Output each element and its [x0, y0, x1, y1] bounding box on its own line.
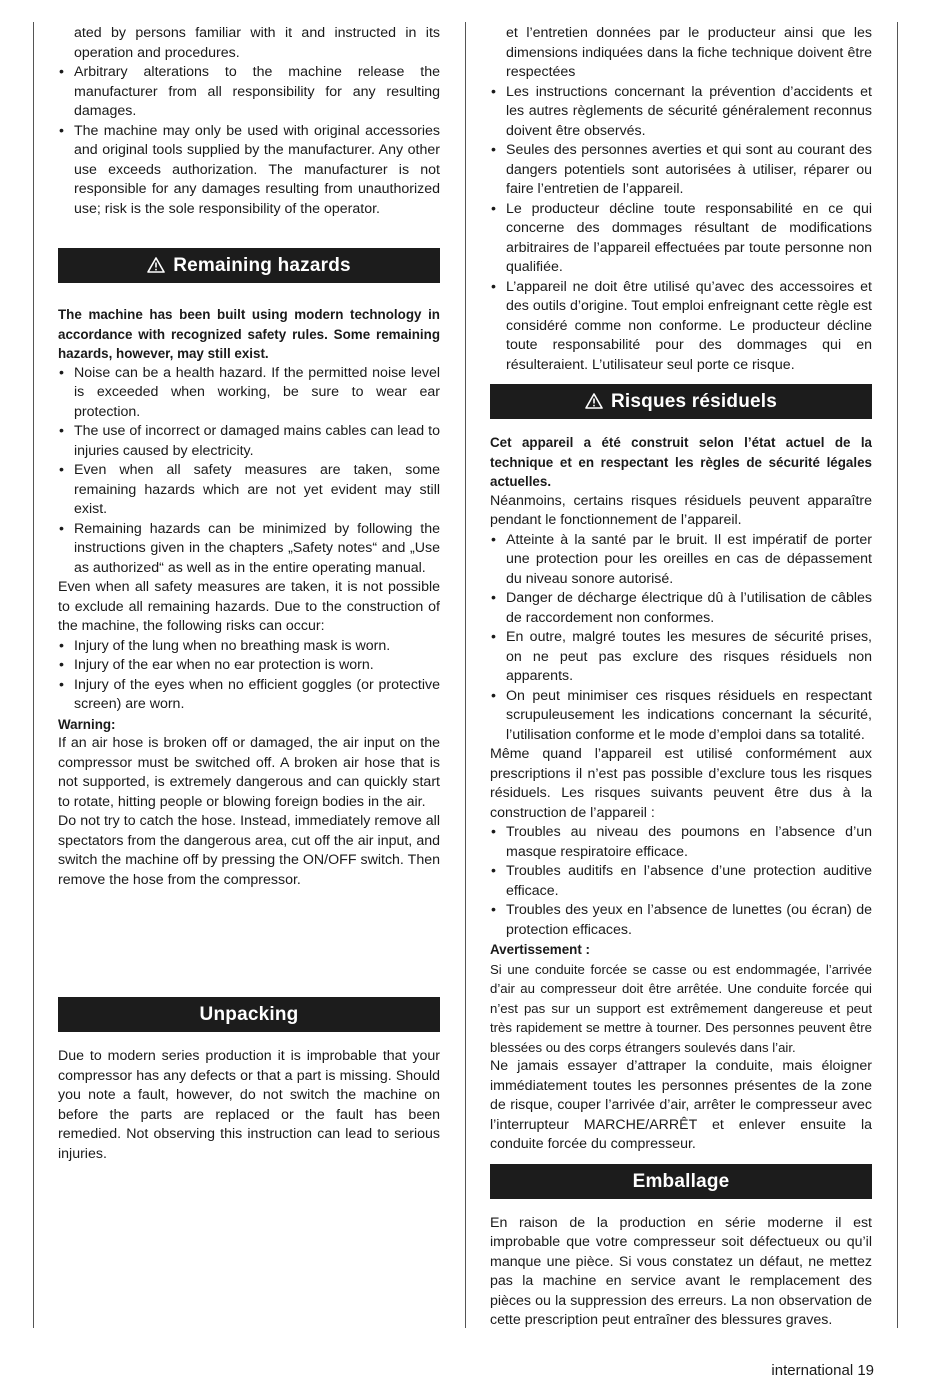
list-item: • L’appareil ne doit être utilisé qu’avec des accessoires et des outils d’origine. Tout emploi enfreignant cette règle est considéré comme non conforme. Le producteur décline toute responsabilité pour des dommages qui en résulteraient. L’utilisateur seul porte ce risque.	[490, 278, 872, 376]
remaining-hazards-lead: The machine has been built using modern technology in accordance with recognized safety rules. Some remaining hazards, however, may still exist.	[58, 307, 440, 361]
warning-label: Warning:	[58, 716, 116, 732]
heading-text: Risques résiduels	[610, 391, 778, 412]
heading-text: Unpacking	[199, 1004, 299, 1025]
risques-paragraph: Néanmoins, certains risques résiduels peuvent apparaître pendant le fonctionnement de l’appareil.	[490, 492, 872, 528]
warning-instructions: Do not try to catch the hose. Instead, immediately remove all spectators from the dangerous area, cut off the air input, and switch the machine off by pressing the ON/OFF switch. Then remove the hose from the compressor.	[58, 813, 440, 888]
list-item: • Even when all safety measures are taken, some remaining hazards which are not yet evident may still exist.	[58, 461, 440, 520]
list-item: • Injury of the eyes when no efficient goggles (or protective screen) are worn.	[58, 676, 440, 715]
emballage-text: En raison de la production en série moderne il est improbable que votre compresseur soit défectueux ou qu’il manque une pièce. Si vous constatez un défaut, ne mettez pas la machine en service avant le remplacement des pièces ou la suppression des erreurs. La non observation de cette prescription peut entraîner des blessures graves.	[490, 1214, 872, 1328]
heading-text: Remaining hazards	[173, 255, 351, 276]
page-footer: international 19	[771, 1362, 874, 1379]
list-item: • The use of incorrect or damaged mains cables can lead to injuries caused by electricity.	[58, 422, 440, 461]
risks-bullet-list	[58, 637, 440, 715]
list-item: • On peut minimiser ces risques résiduels en respectant scrupuleusement les indications concernant la sécurité, l’utilisation conforme et le mode d’emploi dans sa totalité.	[490, 687, 872, 746]
avertissement-instructions: Ne jamais essayer d’attraper la conduite, mais éloigner immédiatement toutes les personnes présentes de la zone de risque, couper l’arrivée d’air, arrêter le compresseur avec l’interrupteur MARCHE/ARRÊT et enlever ensuite la conduite forcée du compresseur.	[490, 1058, 872, 1152]
heading-text: Emballage	[632, 1170, 730, 1192]
french-column	[490, 24, 872, 1331]
hazards-bullet-list	[58, 364, 440, 579]
avertissement-label: Avertissement :	[490, 942, 590, 957]
column-divider-rule	[465, 22, 466, 1328]
list-item: • Injury of the lung when no breathing mask is worn.	[58, 637, 440, 657]
risques-residuels-heading	[490, 384, 872, 419]
risques-paragraph-2: Même quand l’appareil est utilisé conformément aux prescriptions il n’est pas possible d’exclure tous les risques résiduels. Les risques suivants peuvent être dus à la construction de l’appareil :	[490, 746, 872, 821]
intro-bullet-list	[58, 63, 440, 219]
list-item: • En outre, malgré toutes les mesures de sécurité prises, on ne peut pas exclure des risques résiduels non apparents.	[490, 628, 872, 687]
emballage-heading	[490, 1164, 872, 1199]
risques-lead: Cet appareil a été construit selon l’état actuel de la technique et en respectant les règles de sécurité légales actuelles.	[490, 435, 872, 489]
unpacking-text: Due to modern series production it is improbable that your compressor has any defects or that a part is missing. Should you note a fault, however, do not switch the machine on before the parts are replaced or the fault has been remedied. Not observing this instruction can lead to serious injuries.	[58, 1048, 440, 1162]
list-item: • Noise can be a health hazard. If the permitted noise level is exceeded when working, be sure to wear ear protection.	[58, 364, 440, 423]
avertissement-text: Si une conduite forcée se casse ou est endommagée, l’arrivée d’air au compresseur doit être arrêtée. Une conduite forcée qui n’est pas sur un support est extrêmement dangereuse et peut très rapidement se mettre à tourner. Des personnes peuvent être blessées ou des corps étrangers soulevés dans l’air.	[490, 961, 872, 1055]
risques-bullet-list	[490, 531, 872, 746]
list-item: • Danger de décharge électrique dû à l’utilisation de câbles de raccordement non conformes.	[490, 589, 872, 628]
list-item: • Remaining hazards can be minimized by following the instructions given in the chapters „Safety notes“ and „Use as authorized“ as well as in the entire operating manual.	[58, 520, 440, 579]
list-item: • Le producteur décline toute responsabilité en ce qui concerne des dommages résultant de modifications arbitraires de l’appareil effectuées par toute personne non qualifiée.	[490, 200, 872, 278]
troubles-bullet-list	[490, 823, 872, 940]
list-item: • The machine may only be used with original accessories and original tools supplied by the manufacturer. Any other use exceeds authorization. The manufacturer is not responsible for any damages resulting from unauthorized use; risk is the sole responsibility of the operator.	[58, 122, 440, 220]
unpacking-heading	[58, 997, 440, 1032]
warning-triangle-icon	[585, 386, 603, 421]
left-margin-rule	[33, 22, 34, 1328]
list-item: • Les instructions concernant la prévention d’accidents et les autres règlements de sécurité généralement reconnus doivent être observés.	[490, 83, 872, 142]
right-margin-rule	[897, 22, 898, 1328]
list-item: • Arbitrary alterations to the machine release the manufacturer from all responsibility for any resulting damages.	[58, 63, 440, 122]
list-item: • Troubles des yeux en l’absence de lunettes (ou écran) de protection efficaces.	[490, 901, 872, 940]
list-item: • Atteinte à la santé par le bruit. Il est impératif de porter une protection pour les oreilles en cas de dépassement du niveau sonore autorisé.	[490, 531, 872, 590]
remaining-hazards-heading	[58, 248, 440, 283]
list-item: • Seules des personnes averties et qui sont au courant des dangers potentiels sont autorisées à utiliser, réparer ou faire l’entretien de l’appareil.	[490, 141, 872, 200]
list-item: • Injury of the ear when no ear protection is worn.	[58, 656, 440, 676]
intro-continuation: et l’entretien données par le producteur ainsi que les dimensions indiquées dans la fiche technique doivent être respectées	[506, 25, 872, 80]
warning-triangle-icon	[147, 250, 165, 285]
warning-text: If an air hose is broken off or damaged, the air input on the compressor must be switched off. A broken air hose that is not supported, is extremely dangerous and can quickly start to rotate, hitting people or blowing foreign bodies in the air.	[58, 735, 440, 810]
english-column	[58, 24, 440, 1164]
list-item: • Troubles au niveau des poumons en l’absence d’un masque respiratoire efficace.	[490, 823, 872, 862]
intro-continuation: ated by persons familiar with it and instructed in its operation and procedures.	[74, 25, 440, 61]
risks-paragraph: Even when all safety measures are taken, it is not possible to exclude all remaining hazards. Due to the construction of the machine, the following risks can occur:	[58, 579, 440, 634]
intro-bullet-list	[490, 83, 872, 376]
list-item: • Troubles auditifs en l’absence d’une protection auditive efficace.	[490, 862, 872, 901]
